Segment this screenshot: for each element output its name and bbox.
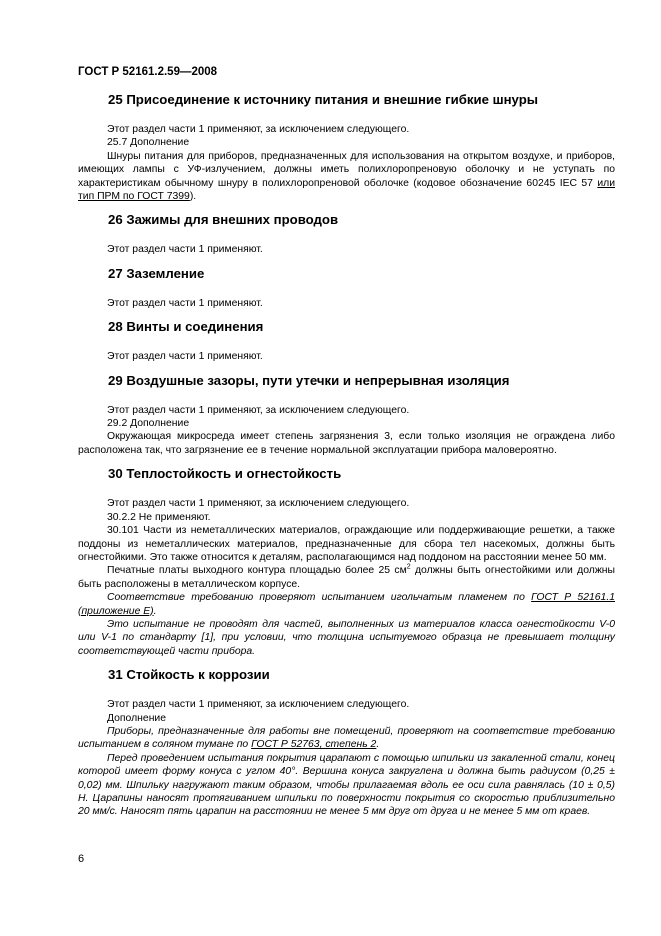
section-28-title: 28 Винты и соединения: [108, 319, 264, 335]
section-28: [78, 319, 615, 363]
section-30-intro: Этот раздел части 1 применяют, за исключением следующего.: [107, 498, 410, 510]
section-27-title: 27 Заземление: [108, 265, 205, 281]
section-31-intro: Этот раздел части 1 применяют, за исключением следующего.: [107, 699, 410, 711]
salt-fog-test-text: [78, 725, 615, 752]
clause-25-7-heading: 25.7 Дополнение: [107, 137, 190, 149]
scratch-test-text: Перед проведением испытания покрытия царапают с помощью шпильки из закаленной стали, конец которой имеет форму конуса с углом 40°. Вершина конуса закруглена и должна быть радиусом (0,25 ± 0,02) мм. Шпильку нагружают таким образом, чтобы прилагаемая вдоль ее оси сила равнялась (10 ± 0,5) Н. Царапины наносят протягиванием шпильки по поверхности покрытия со скоростью приблизительно 20 мм/с. Наносят пять царапин на расстоянии не менее 5 мм друг от друга и не менее 5 мм от краев.: [78, 752, 615, 818]
compliance-test-start: Соответствие требованию проверяют испытанием игольчатым пламенем по: [107, 592, 532, 604]
clause-29-2-text: Окружающая микросреда имеет степень загрязнения 3, если только изоляция не ограждена либо расположена так, что загрязнение ее в течение нормальной эксплуатации прибора маловероятно.: [78, 431, 615, 456]
document-header: ГОСТ Р 52161.2.59—2008: [78, 66, 218, 78]
section-26-text: Этот раздел части 1 применяют.: [107, 244, 263, 256]
section-31-addition-heading: Дополнение: [107, 712, 167, 724]
clause-25-7-text-start: Шнуры питания для приборов, предназначенных для использования на открытом воздухе, и приборов, имеющих лампы с УФ-излучением, должны иметь полихлоропреновую оболочку и не уступать по характеристикам обычному шнуру в полихлоропреновой оболочке (кодовое обозначение 60245 IEC 57: [78, 150, 615, 189]
section-29-intro: Этот раздел части 1 применяют, за исключением следующего.: [107, 404, 410, 416]
section-28-text: Этот раздел части 1 применяют.: [107, 351, 263, 363]
salt-fog-test-end: .: [376, 739, 380, 751]
gost-52161-1-link[interactable]: ГОСТ Р 52161.1 (приложение Е): [78, 592, 615, 617]
section-25: [78, 92, 615, 203]
pcb-requirement: [78, 564, 615, 591]
section-27: [78, 266, 615, 310]
section-29: [78, 373, 615, 458]
compliance-test-text: [78, 591, 615, 618]
clause-30-101: 30.101 Части из неметаллических материалов, ограждающие или поддерживающие решетки, а также поддоны из неметаллических материалов, предназначенные для сбора тел насекомых, должны быть огнестойкими. Это также относится к деталям, располагающимся над поддоном на расстоянии менее 50 мм.: [78, 525, 615, 563]
compliance-test-end: .: [153, 605, 157, 617]
section-29-title: 29 Воздушные зазоры, пути утечки и непрерывная изоляция: [108, 372, 510, 388]
section-25-title: 25 Присоединение к источнику питания и внешние гибкие шнуры: [108, 92, 539, 107]
section-25-intro: Этот раздел части 1 применяют, за исключением следующего.: [107, 124, 410, 135]
area-unit-superscript: 2: [406, 563, 411, 571]
section-30: [78, 466, 615, 658]
section-26-title: 26 Зажимы для внешних проводов: [108, 212, 339, 228]
gost-7399-link[interactable]: или тип ПРМ по ГОСТ 7399: [78, 177, 615, 203]
clause-30-2-2: 30.2.2 Не применяют.: [107, 511, 211, 523]
test-exemption-text: Это испытание не проводят для частей, выполненных из материалов класса огнестойкости V-0 или V-1 по стандарту [1], при условии, что толщина испытуемого образца не превышает толщину соответствующей части прибора.: [78, 618, 615, 657]
clause-25-7-text-end: ).: [189, 191, 197, 203]
section-31-title: 31 Стойкость к коррозии: [108, 667, 270, 683]
section-30-title: 30 Теплостойкость и огнестойкость: [108, 466, 342, 482]
document-body: [78, 92, 615, 828]
clause-25-7-text: [78, 150, 615, 204]
pcb-requirement-start: Печатные платы выходного контура площадью более 25 см: [107, 565, 407, 577]
salt-fog-test-start: Приборы, предназначенные для работы вне помещений, проверяют на соответствие требованию испытанием в соляном тумане по: [78, 725, 615, 751]
section-27-text: Этот раздел части 1 применяют.: [107, 297, 263, 309]
gost-52763-link[interactable]: ГОСТ Р 52763, степень 2: [251, 739, 377, 751]
section-26: [78, 212, 615, 256]
clause-29-2-heading: 29.2 Дополнение: [107, 418, 190, 430]
section-31: [78, 667, 615, 819]
pcb-requirement-end: должны быть огнестойкими или должны быть расположены в металлическом корпусе.: [78, 565, 615, 590]
page-number: 6: [78, 853, 85, 865]
